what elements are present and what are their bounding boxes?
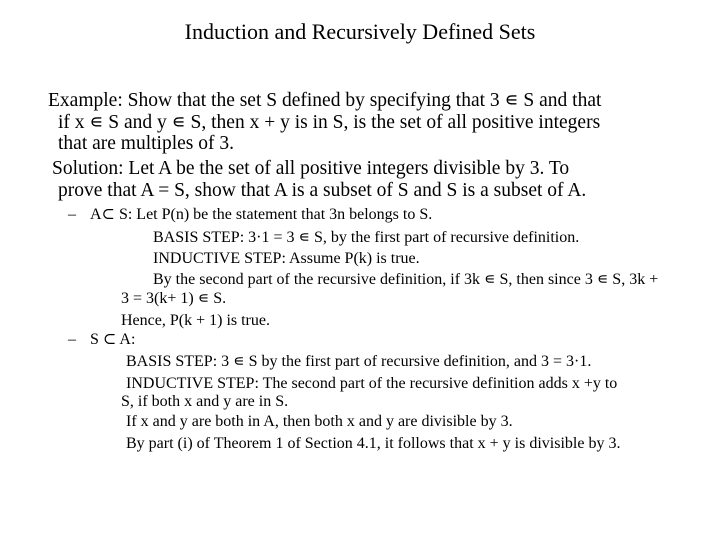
part1-basis: BASIS STEP: 3·1 = 3 ∊ S, by the first part of recursive definition. (153, 229, 580, 246)
part2-header: S ⊂ A: (90, 331, 136, 348)
solution-label: Solution (52, 158, 119, 179)
part1-header: A⊂ S: Let P(n) be the statement that 3n belongs to S. (90, 206, 433, 223)
example-line-3: that are multiples of 3. (58, 133, 234, 154)
part2-basis: BASIS STEP: 3 ∊ S by the first part of recursive definition, and 3 = 3·1. (126, 353, 592, 370)
part1-conclusion: Hence, P(k + 1) is true. (121, 312, 270, 329)
part2-conclusion: By part (i) of Theorem 1 of Section 4.1, it follows that x + y is divisible by 3. (126, 435, 621, 452)
part1-detail-2: 3 = 3(k+ 1) ∊ S. (121, 290, 227, 307)
solution-line-2: prove that A = S, show that A is a subset of S and S is a subset of A. (58, 180, 587, 201)
solution-line-1 (52, 158, 569, 180)
example-label: Example (48, 90, 118, 111)
part2-detail: If x and y are both in A, then both x and y are divisible by 3. (126, 413, 513, 430)
part1-detail-1: By the second part of the recursive definition, if 3k ∊ S, then since 3 ∊ S, 3k + (153, 271, 659, 288)
part2-inductive-2: S, if both x and y are in S. (121, 393, 289, 410)
bullet-dash-2: – (68, 331, 76, 348)
slide-title: Induction and Recursively Defined Sets (184, 19, 536, 44)
solution-text-1: : Let A be the set of all positive integers divisible by 3. To (118, 158, 570, 179)
part2-inductive-1: INDUCTIVE STEP: The second part of the recursive definition adds x +y to (126, 375, 618, 392)
example-line-2: if x ∊ S and y ∊ S, then x + y is in S, is the set of all positive integers (58, 112, 601, 133)
part1-inductive: INDUCTIVE STEP: Assume P(k) is true. (153, 250, 420, 267)
bullet-dash-1: – (68, 206, 76, 223)
example-text-1: : Show that the set S defined by specifying that 3 ∊ S and that (117, 90, 602, 111)
example-line-1 (48, 90, 601, 112)
